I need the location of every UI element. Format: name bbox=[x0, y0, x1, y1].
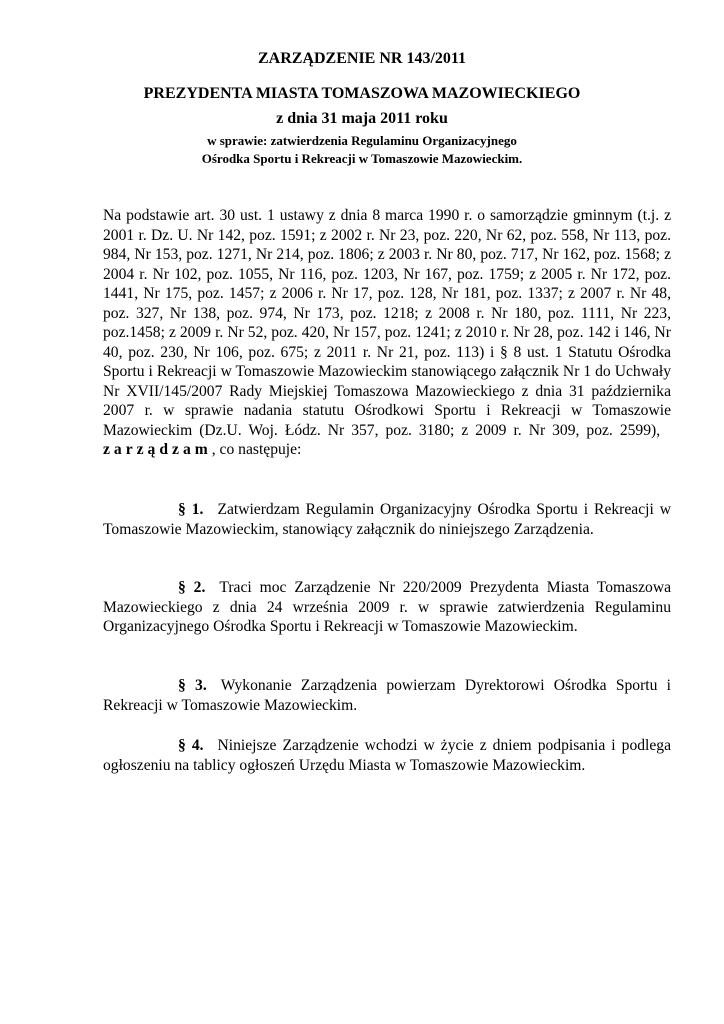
section-3-mark: § 3. bbox=[178, 677, 207, 694]
section-2-text: Traci moc Zarządzenie Nr 220/2009 Prezydenta Miasta Tomaszowa Mazowieckiego z dnia 24 września 2009 r. w sprawie zatwierdzenia Regulaminu Organizacyjnego Ośrodka Sportu i Rekreacji w Tomaszowie Mazowieckim. bbox=[103, 579, 672, 635]
document-date: z dnia 31 maja 2011 roku bbox=[276, 110, 448, 127]
document-issuer: PREZYDENTA MIASTA TOMASZOWA MAZOWIECKIEGO bbox=[143, 85, 581, 102]
preamble-ending: , co następuje: bbox=[211, 441, 302, 458]
section-2 bbox=[103, 578, 671, 637]
section-1 bbox=[103, 500, 671, 539]
section-1-mark: § 1. bbox=[178, 501, 204, 518]
section-2-mark: § 2. bbox=[178, 579, 206, 596]
document-subject-line-1: w sprawie: zatwierdzenia Regulaminu Organizacyjnego bbox=[207, 133, 517, 148]
section-4-text: Niniejsze Zarządzenie wchodzi w życie z dniem podpisania i podlega ogłoszeniu na tablicy ogłoszeń Urzędu Miasta w Tomaszowie Mazowieckim. bbox=[103, 737, 672, 774]
document-subject-line-2: Ośrodka Sportu i Rekreacji w Tomaszowie Mazowieckim. bbox=[201, 151, 523, 166]
preamble-keyword: zarządzam bbox=[103, 441, 212, 458]
section-4 bbox=[103, 736, 671, 775]
preamble-paragraph bbox=[103, 206, 671, 460]
section-3 bbox=[103, 676, 671, 715]
section-1-text: Zatwierdzam Regulamin Organizacyjny Ośrodka Sportu i Rekreacji w Tomaszowie Mazowieckim, stanowiący załącznik do niniejszego Zarządzenia. bbox=[103, 501, 671, 538]
section-4-mark: § 4. bbox=[178, 737, 204, 754]
preamble-text: Na podstawie art. 30 ust. 1 ustawy z dnia 8 marca 1990 r. o samorządzie gminnym (t.j. z 2001 r. Dz. U. Nr 142, poz. 1591; z 2002 r. Nr 23, poz. 220, Nr 62, poz. 558, Nr 113, poz. 984, Nr 153, poz. 1271, Nr 214, poz. 1806; z 2003 r. Nr 80, poz. 717, Nr 162, poz. 1568; z 2004 r. Nr 102, poz. 1055, Nr 116, poz. 1203, Nr 167, poz. 1759; z 2005 r. Nr 172, poz. 1441, Nr 175, poz. 1457; z 2006 r. Nr 17, poz. 128, Nr 181, poz. 1337; z 2007 r. Nr 48, poz. 327, Nr 138, poz. 974, Nr 173, poz. 1218; z 2008 r. Nr 180, poz. 1111, Nr 223, poz.1458; z 2009 r. Nr 52, poz. 420, Nr 157, poz. 1241; z 2010 r. Nr 28, poz. 142 i 146, Nr 40, poz. 230, Nr 106, poz. 675; z 2011 r. Nr 21, poz. 113) i § 8 ust. 1 Statutu Ośrodka Sportu i Rekreacji w Tomaszowie Mazowieckim stanowiącego załącznik Nr 1 do Uchwały Nr XVII/145/2007 Rady Miejskiej Tomaszowa Mazowieckiego z dnia 31 października 2007 r. w sprawie nadania statutu Ośrodkowi Sportu i Rekreacji w Tomaszowie Mazowieckim (Dz.U. Woj. Łódz. Nr 357, poz. 3180; z 2009 r. Nr 309, poz. 2599), bbox=[103, 207, 671, 439]
document-title: ZARZĄDZENIE NR 143/2011 bbox=[257, 50, 467, 67]
section-3-text: Wykonanie Zarządzenia powierzam Dyrektorowi Ośrodka Sportu i Rekreacji w Tomaszowie Mazowieckim. bbox=[103, 677, 671, 714]
